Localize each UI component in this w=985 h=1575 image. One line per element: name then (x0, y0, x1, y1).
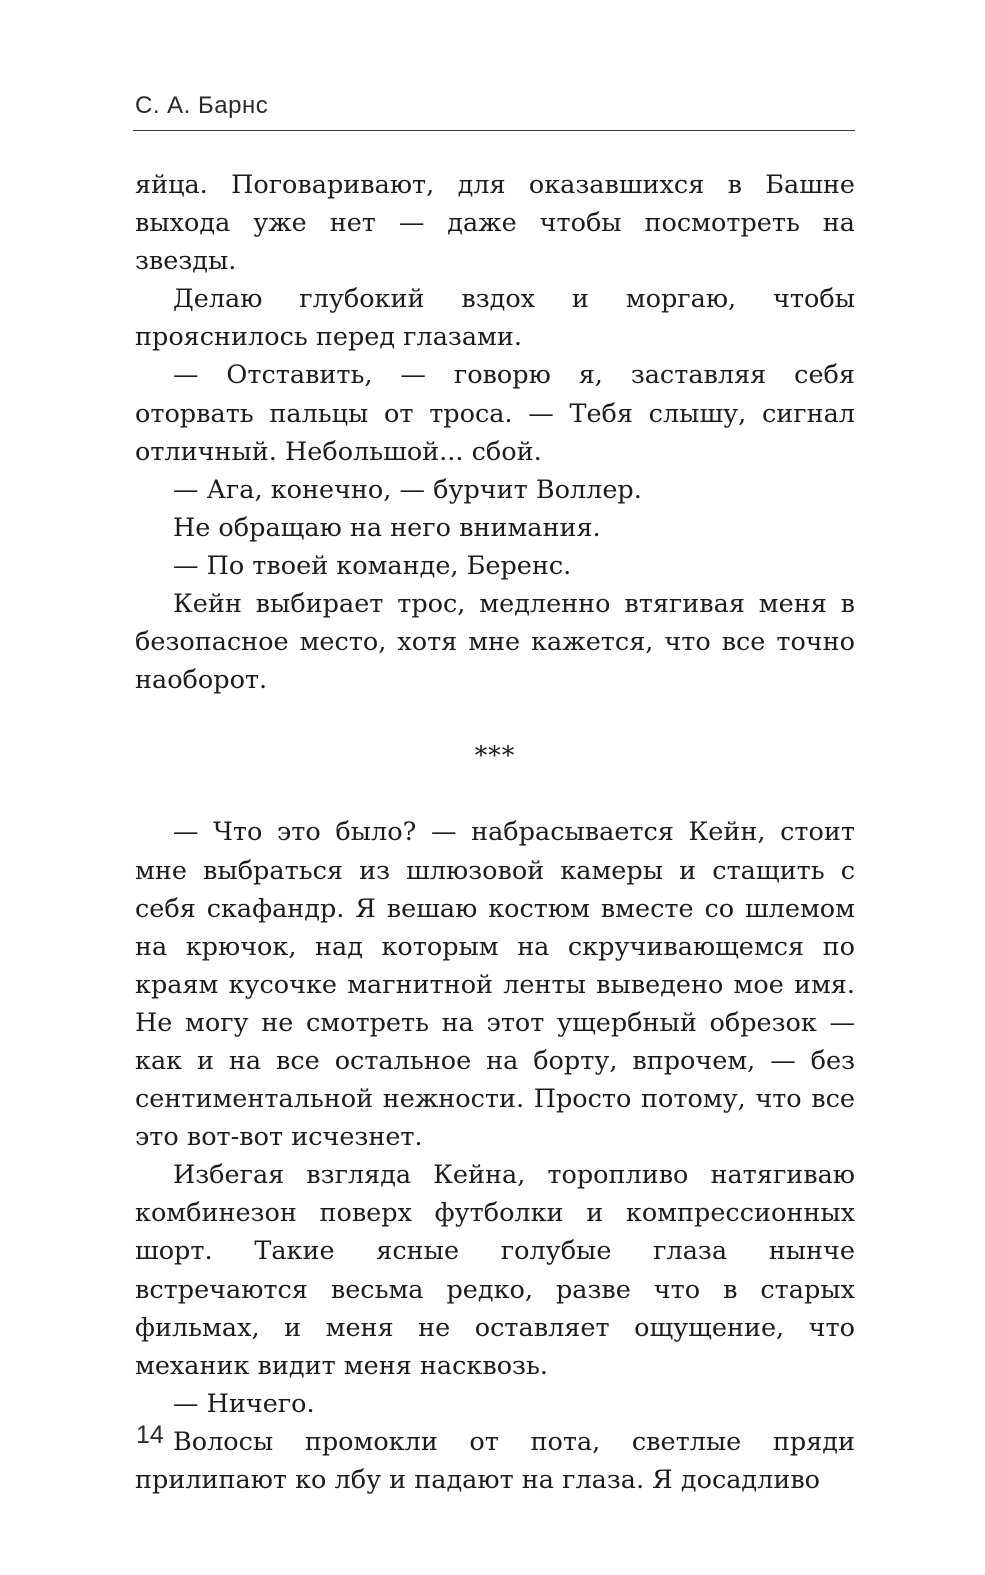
scene-separator: *** (474, 741, 516, 771)
dialogue-line: — По твоей команде, Беренс. (173, 550, 572, 581)
paragraph: Не обращаю на него внимания. (173, 512, 601, 543)
paragraph: Избегая взгляда Кейна, торопливо натягиваю комбинезон поверх футболки и компрессионных шорт. Такие ясные голубые глаза нынче встречаются весьма редко, разве что в старых фильмах, и меня не оставляет ощущение, что механик видит меня насквозь. (135, 1160, 855, 1381)
running-head-author: С. А. Барнс (135, 92, 269, 119)
paragraph: Делаю глубокий вздох и моргаю, чтобы прояснилось перед глазами. (135, 284, 855, 353)
dialogue-line: — Отставить, — говорю я, заставляя себя оторвать пальцы от троса. — Тебя слышу, сигнал отличный. Небольшой... сбой. (135, 360, 855, 467)
dialogue-line: — Что это было? — набрасывается Кейн, стоит мне выбраться из шлюзовой камеры и стащить с себя скафандр. Я вешаю костюм вместе со шлемом на крючок, над которым на скручивающемся по краям кусочке магнитной ленты выведено мое имя. Не могу не смотреть на этот ущербный обрезок — как и на все остальное на борту, впрочем, — без сентиментальной нежности. Просто потому, что все это вот-вот исчезнет. (135, 817, 855, 1153)
dialogue-line: — Ничего. (173, 1388, 315, 1419)
dialogue-line: — Ага, конечно, — бурчит Воллер. (173, 474, 642, 505)
body-text (135, 166, 855, 1499)
paragraph: Волосы промокли от пота, светлые пряди прилипают ко лбу и падают на глаза. Я досадливо (135, 1426, 855, 1495)
page-number: 14 (136, 1421, 164, 1449)
header-rule (133, 130, 855, 131)
paragraph: Кейн выбирает трос, медленно втягивая меня в безопасное место, хотя мне кажется, что все точно наоборот. (135, 589, 855, 696)
paragraph-continued: яйца. Поговаривают, для оказавшихся в Башне выхода уже нет — даже чтобы посмотреть на звезды. (135, 170, 855, 277)
